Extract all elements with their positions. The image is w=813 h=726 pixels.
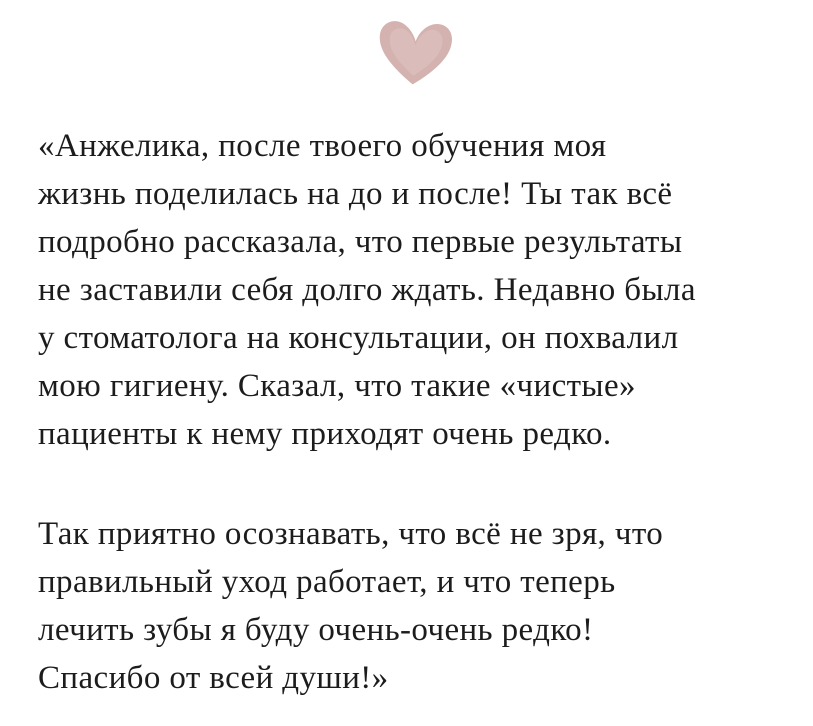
- testimonial-paragraph-2: [38, 510, 783, 702]
- quote-line: пациенты к нему приходят очень редко.: [38, 416, 612, 452]
- quote-line: подробно рассказала, что первые результаты: [38, 224, 683, 260]
- quote-line: правильный уход работает, и что теперь: [38, 564, 616, 600]
- testimonial-text: [38, 122, 783, 702]
- quote-line: не заставили себя долго ждать. Недавно была: [38, 272, 696, 308]
- quote-line: мою гигиену. Сказал, что такие «чистые»: [38, 368, 636, 404]
- testimonial-paragraph-1: [38, 122, 783, 458]
- quote-line: у стоматолога на консультации, он похвалил: [38, 320, 679, 356]
- heart-highlight: [387, 27, 443, 78]
- quote-line: «Анжелика, после твоего обучения моя: [38, 128, 607, 164]
- quote-line: Спасибо от всей души!»: [38, 660, 389, 696]
- quote-line: жизнь поделилась на до и после! Ты так всё: [38, 176, 673, 212]
- heart-icon: [367, 14, 463, 88]
- quote-line: лечить зубы я буду очень-очень редко!: [38, 612, 594, 648]
- quote-line: Так приятно осознавать, что всё не зря, что: [38, 516, 664, 552]
